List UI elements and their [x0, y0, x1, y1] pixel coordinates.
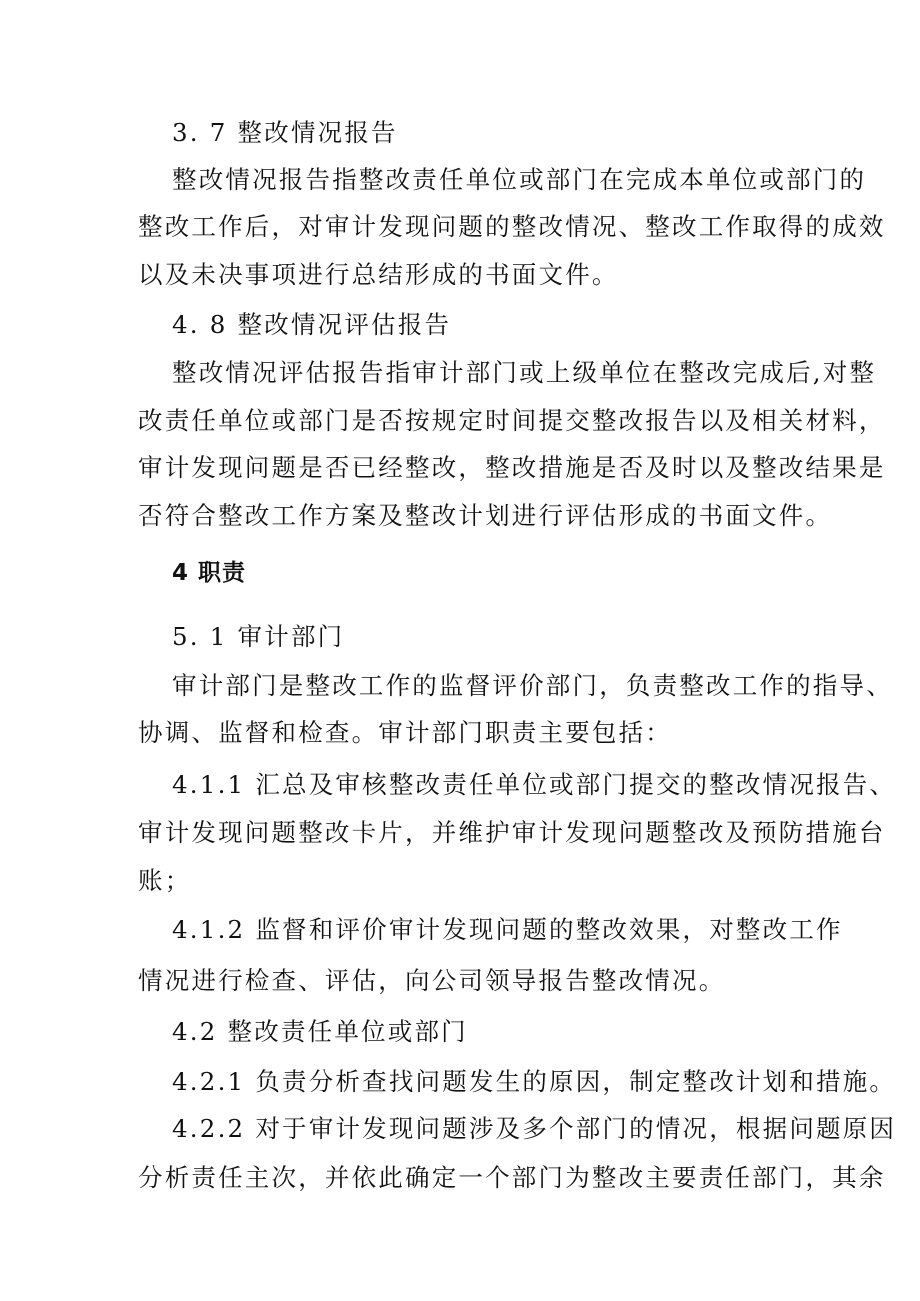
paragraph-line: 以及未决事项进行总结形成的书面文件。	[138, 260, 619, 289]
paragraph-line: 账；	[138, 866, 192, 895]
paragraph-line: 4.2.1 负责分析查找问题发生的原因，制定整改计划和措施。	[172, 1067, 897, 1096]
paragraph-line: 否符合整改工作方案及整改计划进行评估形成的书面文件。	[138, 501, 833, 530]
paragraph-line: 协调、监督和检查。审计部门职责主要包括：	[138, 718, 672, 747]
paragraph-line: 审计部门是整改工作的监督评价部门，负责整改工作的指导、	[172, 671, 893, 700]
chapter-heading: 4 职责	[172, 560, 247, 586]
paragraph-line: 审计发现问题是否已经整改，整改措施是否及时以及整改结果是	[138, 453, 886, 482]
paragraph-line: 整改情况评估报告指审计部门或上级单位在整改完成后,对整	[172, 358, 877, 387]
section-title-4-2: 4.2 整改责任单位或部门	[172, 1017, 468, 1046]
paragraph-line: 改责任单位或部门是否按规定时间提交整改报告以及相关材料，	[138, 406, 886, 435]
paragraph-line: 4.1.2 监督和评价审计发现问题的整改效果，对整改工作	[172, 915, 843, 944]
paragraph-line: 审计发现问题整改卡片，并维护审计发现问题整改及预防措施台	[138, 818, 886, 847]
paragraph-line: 整改情况报告指整改责任单位或部门在完成本单位或部门的	[172, 165, 867, 194]
section-title-3-7: 3. 7 整改情况报告	[172, 118, 398, 147]
section-title-4-8: 4. 8 整改情况评估报告	[172, 310, 452, 339]
paragraph-line: 整改工作后，对审计发现问题的整改情况、整改工作取得的成效	[138, 212, 886, 241]
paragraph-line: 分析责任主次，并依此确定一个部门为整改主要责任部门，其余	[138, 1163, 886, 1192]
paragraph-line: 情况进行检查、评估，向公司领导报告整改情况。	[138, 966, 726, 995]
paragraph-line: 4.2.2 对于审计发现问题涉及多个部门的情况，根据问题原因	[172, 1114, 897, 1143]
section-title-5-1: 5. 1 审计部门	[172, 622, 345, 651]
paragraph-line: 4.1.1 汇总及审核整改责任单位或部门提交的整改情况报告、	[172, 770, 897, 799]
